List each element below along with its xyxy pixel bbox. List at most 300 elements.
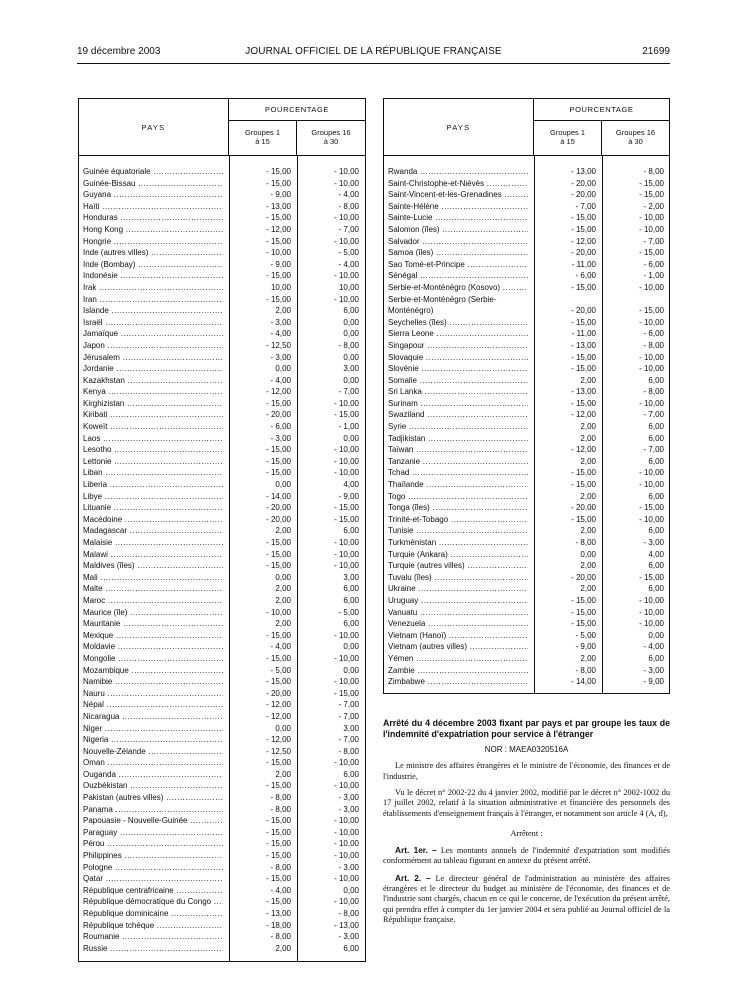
rate-group-16-30: 0,00 (343, 885, 359, 895)
country-name: Togo ..... (388, 491, 528, 503)
table-row (79, 711, 365, 723)
rate-group-16-30: 6,00 (343, 526, 359, 536)
rate-group-1-15: - 6,00 (270, 422, 291, 432)
country-name: Seychelles (îles) ..... (388, 317, 528, 329)
rate-group-16-30: - 13,00 (334, 920, 359, 930)
country-name: Syrie ..... (388, 421, 528, 433)
table-row (79, 804, 365, 816)
country-name: Tchad ..... (388, 467, 528, 479)
country-name: Ukraine ..... (388, 583, 528, 595)
rate-group-16-30: 6,00 (648, 375, 664, 385)
country-name: Jérusalem ..... (83, 352, 223, 364)
table-row (384, 224, 669, 236)
rate-group-1-15: 2,00 (580, 375, 596, 385)
rate-group-1-15: - 15,00 (266, 398, 291, 408)
rate-group-1-15: - 8,00 (270, 804, 291, 814)
article-2-text: Le directeur général de l'administration au ministère des affaires étrangères et le directeur du budget au ministère de l'économie, des finances et de l'industrie sont chargés, chacun en ce qui le concerne, de l'exécution du présent arrêté, qui prendra effet à compter du 1er janvier 2004 et sera publié au Journal officiel de la République française. (383, 873, 670, 924)
rate-group-1-15: - 10,00 (266, 248, 291, 258)
rate-group-16-30: 6,00 (343, 584, 359, 594)
rate-group-1-15: - 15,00 (571, 282, 596, 292)
group-1-15-header (229, 121, 297, 156)
arrete-vu: Vu le décret n° 2002-22 du 4 janvier 2002, modifié par le décret n° 2002-1002 du 17 juillet 2002, relatif à la situation administrative et financière des personnels des établissements d'enseignement français à l'étranger, et notamment son article 4 (A, d), (383, 788, 670, 818)
country-name: Maurice (île) ..... (83, 607, 223, 619)
rate-group-1-15: - 15,00 (571, 468, 596, 478)
rate-group-1-15: - 15,00 (266, 445, 291, 455)
table-row (79, 560, 365, 572)
rate-group-1-15: 0,00 (275, 364, 291, 374)
rate-group-1-15: 2,00 (580, 456, 596, 466)
rate-group-1-15: - 15,00 (571, 480, 596, 490)
country-name: Pologne ..... (83, 862, 223, 874)
rate-group-1-15: - 20,00 (571, 572, 596, 582)
rate-group-16-30: - 3,00 (643, 538, 664, 547)
table-row (384, 178, 669, 190)
table-row (79, 734, 365, 746)
country-name: Iran ..... (83, 294, 223, 306)
table-row (79, 340, 365, 352)
rate-group-1-15: - 3,00 (270, 433, 291, 443)
rate-group-16-30: - 10,00 (639, 595, 664, 605)
rate-group-1-15: 2,00 (275, 595, 291, 605)
country-name: Liberia ..... (83, 479, 223, 491)
table-row (79, 827, 365, 839)
rate-group-1-15: 2,00 (275, 584, 291, 594)
rate-group-16-30: 6,00 (343, 943, 359, 953)
country-name: Malte ..... (83, 583, 223, 595)
rate-group-16-30: - 2,00 (643, 201, 664, 211)
rate-group-16-30: - 6,00 (643, 329, 664, 339)
rate-group-16-30: - 15,00 (639, 248, 664, 258)
rate-group-1-15: - 18,00 (266, 920, 291, 930)
table-row (384, 479, 669, 491)
rate-group-16-30: - 10,00 (334, 445, 359, 455)
rate-group-1-15: - 4,00 (270, 642, 291, 652)
country-name: Serbie-et-Monténégro (Serbie-Monténégro) (388, 294, 497, 316)
table-row (79, 363, 365, 375)
rate-group-16-30: - 10,00 (639, 398, 664, 408)
rate-group-1-15: - 15,00 (266, 758, 291, 768)
rate-group-1-15: 0,00 (275, 480, 291, 490)
rate-group-1-15: - 15,00 (266, 549, 291, 559)
table-row (79, 212, 365, 224)
rate-group-1-15: - 8,00 (575, 538, 596, 547)
country-name: Macédoine ..... (83, 514, 223, 526)
page-number: 21699 (642, 46, 670, 57)
rate-group-16-30: - 1,00 (338, 422, 359, 432)
country-name: Indonésie ..... (83, 270, 223, 282)
rate-group-1-15: - 15,00 (571, 213, 596, 223)
rate-group-16-30: - 10,00 (334, 653, 359, 663)
rate-group-16-30: - 8,00 (338, 201, 359, 211)
rate-group-1-15: - 20,00 (571, 248, 596, 258)
rate-group-1-15: 2,00 (580, 561, 596, 571)
rate-group-1-15: - 15,00 (571, 595, 596, 605)
rate-group-1-15: - 6,00 (575, 271, 596, 281)
country-name: Namibie ..... (83, 676, 223, 688)
country-name: Inde (autres villes) ..... (83, 247, 223, 259)
header-date: 19 décembre 2003 (77, 46, 161, 57)
country-name: Sainte-Hélène ..... (388, 201, 528, 213)
rate-group-16-30: - 7,00 (338, 700, 359, 710)
rate-group-16-30: - 10,00 (334, 874, 359, 884)
rate-group-1-15: - 15,00 (571, 364, 596, 374)
country-name: Saint-Vincent-et-les-Grenadines ..... (388, 189, 528, 201)
country-name: Slovaquie ..... (388, 352, 528, 364)
country-name: Tadjikistan ..... (388, 433, 528, 445)
rate-group-1-15: - 20,00 (571, 178, 596, 188)
rate-group-1-15: - 4,00 (270, 375, 291, 385)
rate-group-1-15: - 13,00 (571, 167, 596, 176)
rate-group-1-15: - 20,00 (266, 688, 291, 698)
rate-group-1-15: - 12,00 (571, 410, 596, 420)
rate-group-16-30: 3,00 (343, 572, 359, 582)
table-row (79, 549, 365, 561)
table-row (79, 491, 365, 503)
rate-group-1-15: - 15,00 (266, 827, 291, 837)
rate-group-1-15: - 15,00 (571, 398, 596, 408)
table-row (384, 676, 669, 688)
country-name: Hong Kong ..... (83, 224, 223, 236)
country-name: Thaïlande ..... (388, 479, 528, 491)
rate-group-16-30: 6,00 (648, 653, 664, 663)
table-row (384, 618, 669, 630)
country-name: Israël ..... (83, 317, 223, 329)
rate-group-16-30: - 10,00 (334, 236, 359, 246)
country-name: Laos ..... (83, 433, 223, 445)
rate-group-16-30: - 3,00 (643, 665, 664, 675)
rate-group-16-30: - 10,00 (334, 213, 359, 223)
journal-title: JOURNAL OFFICIEL DE LA RÉPUBLIQUE FRANÇAISE (245, 46, 502, 57)
table-row (384, 247, 669, 259)
rate-group-1-15: - 15,00 (266, 839, 291, 849)
right-table (383, 98, 670, 694)
rate-group-1-15: - 13,00 (266, 909, 291, 918)
rate-group-1-15: - 15,00 (266, 561, 291, 571)
country-name: Singapour ..... (388, 340, 528, 352)
group-1-line1: Groupes 1 (244, 128, 281, 137)
rate-group-16-30: - 10,00 (334, 538, 359, 547)
table-row (384, 595, 669, 607)
table-row (384, 421, 669, 433)
rate-group-1-15: - 15,00 (266, 294, 291, 304)
country-name: Zambie ..... (388, 665, 528, 677)
rate-group-16-30: - 8,00 (643, 167, 664, 176)
table-row (384, 294, 669, 317)
country-name: Nicaragua ..... (83, 711, 223, 723)
table-row (79, 815, 365, 827)
country-name: Turquie (Ankara) ..... (388, 549, 528, 561)
right-table-header (384, 99, 669, 156)
country-name: Surinam ..... (388, 398, 528, 410)
group-1-line2: à 15 (560, 137, 575, 146)
rate-group-1-15: - 3,00 (270, 317, 291, 327)
rate-group-1-15: - 15,00 (266, 271, 291, 281)
rate-group-16-30: - 10,00 (334, 468, 359, 478)
table-row (384, 259, 669, 271)
table-row (79, 838, 365, 850)
rate-group-1-15: 2,00 (580, 653, 596, 663)
table-row (79, 572, 365, 584)
table-row (384, 201, 669, 213)
country-name: Ouzbékistan ..... (83, 780, 223, 792)
left-table (78, 98, 366, 962)
rate-group-1-15: - 12,00 (571, 445, 596, 455)
rate-group-16-30: - 10,00 (639, 480, 664, 490)
rate-group-16-30: - 4,00 (338, 190, 359, 200)
table-row (79, 294, 365, 306)
header-rule (77, 63, 670, 64)
table-row (384, 665, 669, 677)
country-name: Tonga (îles) ..... (388, 502, 528, 514)
table-row (79, 386, 365, 398)
arrete-section (383, 718, 670, 925)
rate-group-1-15: - 15,00 (571, 607, 596, 617)
table-row (79, 282, 365, 294)
table-row (79, 607, 365, 619)
country-name: Pérou ..... (83, 838, 223, 850)
rate-group-1-15: - 12,00 (266, 224, 291, 234)
country-name: Venezuela ..... (388, 618, 528, 630)
rate-group-16-30: 10,00 (338, 282, 359, 292)
country-name: Mauritanie ..... (83, 618, 223, 630)
rate-group-1-15: - 15,00 (266, 178, 291, 188)
table-row (384, 270, 669, 282)
rate-group-1-15: 2,00 (275, 619, 291, 629)
country-name: Liban ..... (83, 467, 223, 479)
country-name: Hongrie ..... (83, 236, 223, 248)
table-row (79, 595, 365, 607)
rate-group-16-30: - 4,00 (338, 259, 359, 269)
rate-group-16-30: - 5,00 (338, 248, 359, 258)
rate-group-16-30: - 10,00 (639, 224, 664, 234)
rate-group-16-30: - 7,00 (338, 711, 359, 721)
country-name: Sri Lanka ..... (388, 386, 528, 398)
rate-group-16-30: - 7,00 (338, 224, 359, 234)
table-row (384, 502, 669, 514)
country-name: Niger ..... (83, 723, 223, 735)
rate-group-1-15: - 10,00 (266, 607, 291, 617)
country-name: Philippines ..... (83, 850, 223, 862)
rate-group-16-30: - 7,00 (643, 410, 664, 420)
rate-group-1-15: - 15,00 (571, 224, 596, 234)
country-name: Tunisie ..... (388, 525, 528, 537)
table-row (79, 931, 365, 943)
rate-group-1-15: 2,00 (580, 422, 596, 432)
country-name: Lesotho ..... (83, 444, 223, 456)
rate-group-16-30: - 6,00 (643, 259, 664, 269)
rate-group-16-30: - 10,00 (334, 398, 359, 408)
rate-group-1-15: - 9,00 (270, 259, 291, 269)
rate-group-16-30: 6,00 (343, 595, 359, 605)
table-row (79, 502, 365, 514)
table-row (384, 653, 669, 665)
country-name: Haïti ..... (83, 201, 223, 213)
country-name: Tanzanie ..... (388, 456, 528, 468)
table-row (79, 201, 365, 213)
rate-group-16-30: 6,00 (343, 769, 359, 779)
rate-group-1-15: - 12,50 (266, 340, 291, 350)
country-name: Maroc ..... (83, 595, 223, 607)
arrete-title: Arrêté du 4 décembre 2003 fixant par pays et par groupe les taux de l'indemnité d'expatriation pour service à l'étranger (383, 718, 670, 739)
country-name: Maldives (îles) ..... (83, 560, 223, 572)
rate-group-16-30: - 7,00 (338, 735, 359, 745)
country-name: Guinée-Bissau ..... (83, 178, 223, 190)
rate-group-16-30: 0,00 (648, 630, 664, 640)
rate-group-1-15: - 11,00 (571, 259, 596, 269)
table-row (384, 456, 669, 468)
rate-group-1-15: - 13,00 (266, 201, 291, 211)
rate-group-16-30: - 10,00 (334, 897, 359, 907)
table-row (79, 850, 365, 862)
table-row (79, 467, 365, 479)
rate-group-16-30: - 10,00 (334, 827, 359, 837)
rate-group-16-30: - 8,00 (338, 909, 359, 918)
country-name: République démocratique du Congo ..... (83, 896, 223, 908)
country-name: République tchèque ..... (83, 920, 223, 932)
country-name: Mexique ..... (83, 630, 223, 642)
rate-group-16-30: 6,00 (343, 306, 359, 316)
article-2 (383, 873, 670, 925)
rate-group-1-15: - 13,00 (571, 387, 596, 397)
rate-group-16-30: - 8,00 (338, 746, 359, 756)
country-name: Samoa (îles) ..... (388, 247, 528, 259)
rate-group-1-15: - 15,00 (266, 213, 291, 223)
table-row (79, 665, 365, 677)
table-row (79, 641, 365, 653)
rate-group-1-15: - 15,00 (266, 897, 291, 907)
country-name: Népal ..... (83, 699, 223, 711)
rate-group-16-30: - 8,00 (338, 340, 359, 350)
rate-group-1-15: - 20,00 (266, 514, 291, 524)
table-row (79, 398, 365, 410)
rate-group-16-30: - 15,00 (334, 514, 359, 524)
table-row (79, 409, 365, 421)
rate-group-16-30: - 10,00 (334, 561, 359, 571)
rate-group-16-30: - 10,00 (639, 468, 664, 478)
pourcentage-header: POURCENTAGE (229, 99, 365, 121)
rate-group-1-15: 0,00 (275, 572, 291, 582)
rate-group-1-15: - 15,00 (266, 236, 291, 246)
nor-reference: NOR : MAEA0320516A (484, 745, 569, 754)
rate-group-16-30: 6,00 (648, 491, 664, 501)
rate-group-16-30: 4,00 (648, 549, 664, 559)
rate-group-16-30: - 7,00 (643, 445, 664, 455)
rate-group-1-15: - 15,00 (266, 630, 291, 640)
table-row (384, 328, 669, 340)
rate-group-1-15: - 14,00 (571, 677, 596, 687)
table-row (384, 572, 669, 584)
country-name: République dominicaine ..... (83, 908, 223, 920)
country-name: Paraguay ..... (83, 827, 223, 839)
rate-group-1-15: - 8,00 (270, 793, 291, 803)
rate-group-1-15: - 12,00 (266, 735, 291, 745)
rate-group-16-30: - 5,00 (338, 607, 359, 617)
country-name: Mozambique ..... (83, 665, 223, 677)
rate-group-1-15: - 4,00 (270, 885, 291, 895)
arrete-preamble: Le ministre des affaires étrangères et le ministre de l'économie, des finances et de l'industrie, (383, 761, 670, 781)
country-name: Tuvalu (îles) ..... (388, 572, 528, 584)
table-row (384, 212, 669, 224)
table-row (384, 433, 669, 445)
table-row (384, 363, 669, 375)
left-table-header (79, 99, 365, 156)
rate-group-1-15: - 14,00 (266, 491, 291, 501)
country-name: Jordanie ..... (83, 363, 223, 375)
table-row (79, 479, 365, 491)
rate-group-1-15: - 9,00 (575, 642, 596, 652)
rate-group-1-15: - 4,00 (270, 329, 291, 339)
country-name: Guinée équatoriale ..... (83, 166, 223, 178)
table-row (79, 873, 365, 885)
table-row (79, 792, 365, 804)
rate-group-1-15: 2,00 (580, 584, 596, 594)
table-row (79, 189, 365, 201)
rate-group-16-30: - 8,00 (643, 387, 664, 397)
table-row (384, 444, 669, 456)
table-row (384, 189, 669, 201)
rate-group-16-30: - 10,00 (639, 364, 664, 374)
rate-group-16-30: 0,00 (343, 665, 359, 675)
country-name: Sénégal ..... (388, 270, 528, 282)
rate-group-1-15: - 3,00 (270, 352, 291, 362)
rate-group-1-15: - 15,00 (266, 816, 291, 826)
rate-group-16-30: 6,00 (648, 526, 664, 536)
table-row (79, 630, 365, 642)
rate-group-1-15: - 12,50 (266, 746, 291, 756)
country-name: Lituanie ..... (83, 502, 223, 514)
table-row (79, 421, 365, 433)
country-name: Yémen ..... (388, 653, 528, 665)
table-row (384, 560, 669, 572)
country-name: Turquie (autres villes) ..... (388, 560, 528, 572)
rate-group-16-30: - 1,00 (643, 271, 664, 281)
rate-group-1-15: - 9,00 (270, 190, 291, 200)
table-row (79, 780, 365, 792)
group-16-line1: Groupes 16 (615, 128, 656, 137)
rate-group-16-30: - 10,00 (334, 758, 359, 768)
country-name: Honduras ..... (83, 212, 223, 224)
rate-group-16-30: - 15,00 (334, 503, 359, 513)
arretent: Arrêtent : (510, 828, 543, 838)
rate-group-1-15: - 15,00 (266, 781, 291, 791)
rate-group-16-30: - 10,00 (639, 352, 664, 362)
article-2-label: Art. 2. – (395, 872, 431, 883)
country-name: Lettonie ..... (83, 456, 223, 468)
rate-group-1-15: - 7,00 (575, 201, 596, 211)
rate-group-1-15: - 15,00 (571, 619, 596, 629)
table-row (384, 282, 669, 294)
country-name: Sierra Leone ..... (388, 328, 528, 340)
rate-group-1-15: - 8,00 (270, 862, 291, 872)
country-name: Trinité-et-Tobago ..... (388, 514, 528, 526)
table-row (79, 723, 365, 735)
country-name: Japon ..... (83, 340, 223, 352)
country-name: Taïwan ..... (388, 444, 528, 456)
rate-group-1-15: - 5,00 (270, 665, 291, 675)
rate-group-16-30: - 10,00 (639, 607, 664, 617)
table-row (384, 607, 669, 619)
rate-group-16-30: 6,00 (648, 584, 664, 594)
country-name: Panama ..... (83, 804, 223, 816)
rate-group-16-30: - 10,00 (334, 816, 359, 826)
rate-group-1-15: - 12,00 (266, 700, 291, 710)
country-name: Mongolie ..... (83, 653, 223, 665)
rate-group-1-15: 0,00 (580, 549, 596, 559)
country-name: Roumanie ..... (83, 931, 223, 943)
rate-group-16-30: - 15,00 (639, 190, 664, 200)
rate-group-16-30: - 10,00 (334, 167, 359, 176)
right-rows (384, 166, 669, 688)
